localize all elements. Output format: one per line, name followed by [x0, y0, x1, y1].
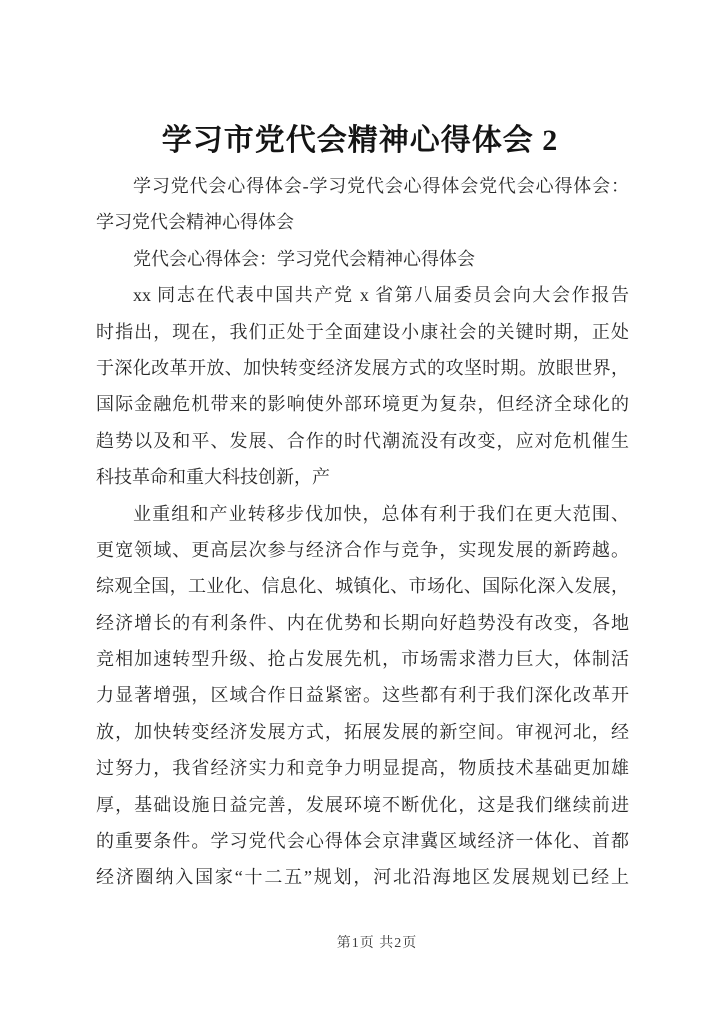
text-line: 时指出，现在，我们正处于全面建设小康社会的关键时期，正处 — [96, 321, 629, 342]
text-line: 党代会心得体会：学习党代会精神心得体会 — [133, 248, 475, 269]
text-line: 学习党代会心得体会-学习党代会心得体会党代会心得体会： — [133, 176, 629, 196]
text-line: 的重要条件。学习党代会心得体会京津冀区域经济一体化、首都 — [96, 831, 629, 852]
page-number-label: 第1页 共2页 — [336, 936, 418, 951]
text-line: 厚，基础设施日益完善，发展环境不断优化，这是我们继续前进 — [96, 794, 629, 815]
text-line: 业重组和产业转移步伐加快，总体有利于我们在更大范围、 — [133, 503, 629, 524]
text-line: 竞相加速转型升级、抢占发展先机，市场需求潜力巨大，体制活 — [96, 649, 629, 670]
text-line: 经济增长的有利条件、内在优势和长期向好趋势没有改变，各地 — [96, 612, 629, 633]
text-line: xx 同志在代表中国共产党 x 省第八届委员会向大会作报告 — [133, 285, 629, 306]
text-line: 科技革命和重大科技创新，产 — [96, 467, 330, 488]
text-line: 国际金融危机带来的影响使外部环境更为复杂，但经济全球化的 — [96, 394, 629, 415]
text-line: 经济圈纳入国家“十二五”规划，河北沿海地区发展规划已经上 — [96, 867, 629, 888]
text-line: 更宽领域、更高层次参与经济合作与竞争，实现发展的新跨越。 — [96, 539, 629, 560]
text-line: 过努力，我省经济实力和竞争力明显提高，物质技术基础更加雄 — [96, 758, 629, 779]
document-body — [96, 168, 629, 896]
page-footer — [0, 934, 720, 954]
text-line: 学习党代会精神心得体会 — [96, 212, 294, 233]
text-line: 于深化改革开放、加快转变经济发展方式的攻坚时期。放眼世界， — [96, 357, 629, 378]
text-line: 放，加快转变经济发展方式，拓展发展的新空间。审视河北，经 — [96, 721, 629, 742]
text-line: 综观全国，工业化、信息化、城镇化、市场化、国际化深入发展， — [96, 576, 629, 597]
document-title: 学习市党代会精神心得体会 2 — [161, 124, 559, 157]
text-line: 趋势以及和平、发展、合作的时代潮流没有改变，应对危机催生 — [96, 430, 629, 451]
text-line: 力显著增强，区域合作日益紧密。这些都有利于我们深化改革开 — [96, 685, 629, 706]
